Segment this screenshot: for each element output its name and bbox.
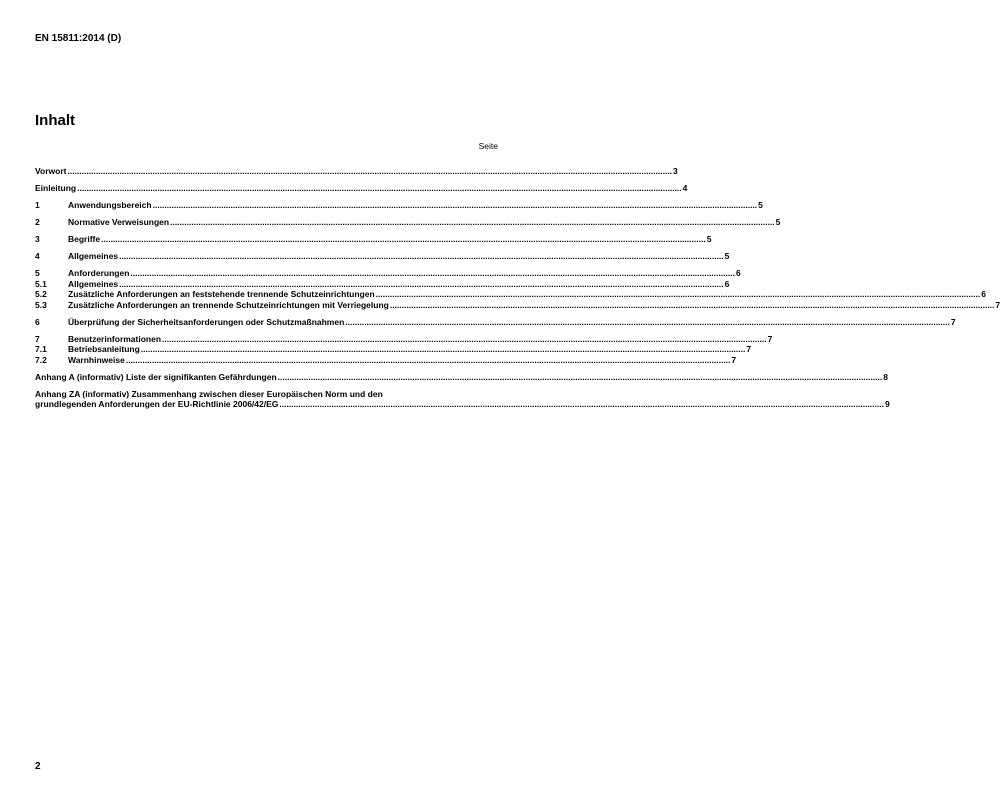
toc-page-number: 7: [767, 333, 773, 344]
toc-section-number: 5.2: [35, 289, 47, 299]
toc-page-number: 5: [706, 234, 712, 244]
toc-dot-leader: [67, 166, 672, 177]
toc-line[interactable]: [35, 251, 730, 262]
toc-line[interactable]: [35, 200, 763, 211]
toc-page-number: 5: [724, 251, 730, 261]
toc-section-title: Zusätzliche Anforderungen an feststehende trennende Schutzeinrichtungen: [68, 289, 375, 299]
toc-dot-leader: [141, 344, 746, 355]
toc-page-number: 7: [746, 344, 752, 354]
toc-section-number: 4: [35, 251, 40, 261]
toc-line[interactable]: [35, 344, 752, 355]
toc-dot-leader: [279, 399, 884, 410]
toc-dot-leader: [162, 334, 767, 345]
toc-page-number: 7: [950, 316, 956, 327]
toc-section-number: 7.1: [35, 344, 47, 354]
toc-page-number: 8: [883, 371, 888, 382]
toc-dot-leader: [77, 183, 682, 194]
toc-line[interactable]: [35, 289, 986, 300]
toc-section-title: Anhang ZA (informativ) Zusammenhang zwischen dieser Europäischen Norm und den: [35, 388, 383, 399]
toc-dot-leader: [376, 289, 981, 300]
toc-entry: [35, 166, 678, 177]
toc-entry: [35, 251, 730, 262]
toc-entry: [35, 268, 1000, 310]
toc-section-title: Betriebsanleitung: [68, 344, 140, 354]
toc-section-title: Normative Verweisungen: [68, 217, 170, 227]
toc-section-title: Begriffe: [68, 234, 101, 244]
toc-section-title: Benutzerinformationen: [68, 333, 162, 344]
toc-section-number: 5: [35, 268, 40, 278]
toc-line[interactable]: [35, 217, 781, 228]
toc-dot-leader: [390, 300, 995, 311]
toc-title: Inhalt: [35, 112, 75, 129]
toc-section-title: Anforderungen: [68, 268, 130, 278]
toc-dot-leader: [119, 251, 724, 262]
toc-section-number: 3: [35, 234, 40, 244]
toc-section-number: 5.1: [35, 278, 47, 289]
toc-dot-leader: [126, 355, 731, 366]
toc-line[interactable]: [35, 166, 678, 177]
toc-section-number: 5.3: [35, 299, 47, 310]
toc-line[interactable]: [35, 399, 890, 410]
toc-section-title: Warnhinweise: [68, 354, 125, 365]
toc-line[interactable]: [35, 268, 741, 279]
toc-entry: [35, 333, 773, 366]
toc-section-number: 2: [35, 217, 40, 227]
toc-dot-leader: [278, 372, 883, 383]
toc-dot-leader: [119, 279, 724, 290]
toc-entry: [35, 316, 956, 328]
toc-section-number: 7.2: [35, 354, 47, 365]
toc-section-title: Anwendungsbereich: [68, 200, 152, 210]
toc-line[interactable]: [35, 354, 737, 366]
toc-section-title: grundlegenden Anforderungen der EU-Richtlinie 2006/42/EG: [35, 399, 279, 409]
toc-dot-leader: [153, 200, 758, 211]
toc-page-number: 6: [724, 278, 730, 289]
toc-entry: [35, 217, 781, 228]
toc-page-number: 6: [981, 289, 986, 299]
toc-entry: [35, 234, 712, 245]
toc-page-number: 7: [731, 354, 737, 365]
toc-entry: [35, 371, 888, 383]
toc-page-number: 3: [673, 166, 678, 176]
toc-page-number: 5: [758, 200, 763, 210]
toc-section-title: Überprüfung der Sicherheitsanforderungen oder Schutzmaßnahmen: [68, 316, 345, 327]
toc-line[interactable]: [35, 316, 956, 328]
toc-page-number: 5: [775, 217, 781, 227]
toc-entry: [35, 388, 890, 410]
toc-section-title: Allgemeines: [68, 278, 119, 289]
toc-dot-leader: [101, 234, 706, 245]
page-column-label: Seite: [478, 141, 498, 151]
page-number: 2: [35, 761, 41, 772]
table-of-contents: [35, 166, 1000, 416]
toc-dot-leader: [345, 317, 950, 328]
toc-line[interactable]: [35, 333, 773, 345]
toc-line[interactable]: [35, 278, 730, 290]
toc-line[interactable]: [35, 389, 498, 400]
toc-page-number: 9: [884, 399, 890, 409]
toc-section-number: 7: [35, 333, 40, 344]
toc-page-number: 4: [682, 183, 688, 193]
toc-section-number: 6: [35, 316, 40, 327]
toc-entry: [35, 183, 688, 194]
toc-page-number: 6: [735, 268, 741, 278]
toc-section-title: Einleitung: [35, 183, 77, 193]
toc-page-number: 7: [995, 299, 1000, 310]
document-id: EN 15811:2014 (D): [35, 33, 122, 44]
toc-line[interactable]: [35, 299, 1000, 311]
toc-line[interactable]: [35, 371, 888, 383]
toc-section-title: Zusätzliche Anforderungen an trennende Schutzeinrichtungen mit Verriegelung: [68, 299, 389, 310]
toc-section-title: Anhang A (informativ) Liste der signifikanten Gefährdungen: [35, 371, 277, 382]
toc-line[interactable]: [35, 234, 712, 245]
toc-dot-leader: [130, 268, 735, 279]
toc-entry: [35, 200, 763, 211]
toc-dot-leader: [170, 217, 775, 228]
toc-section-title: Vorwort: [35, 166, 67, 176]
toc-line[interactable]: [35, 183, 688, 194]
toc-section-number: 1: [35, 200, 40, 210]
toc-section-title: Allgemeines: [68, 251, 119, 261]
